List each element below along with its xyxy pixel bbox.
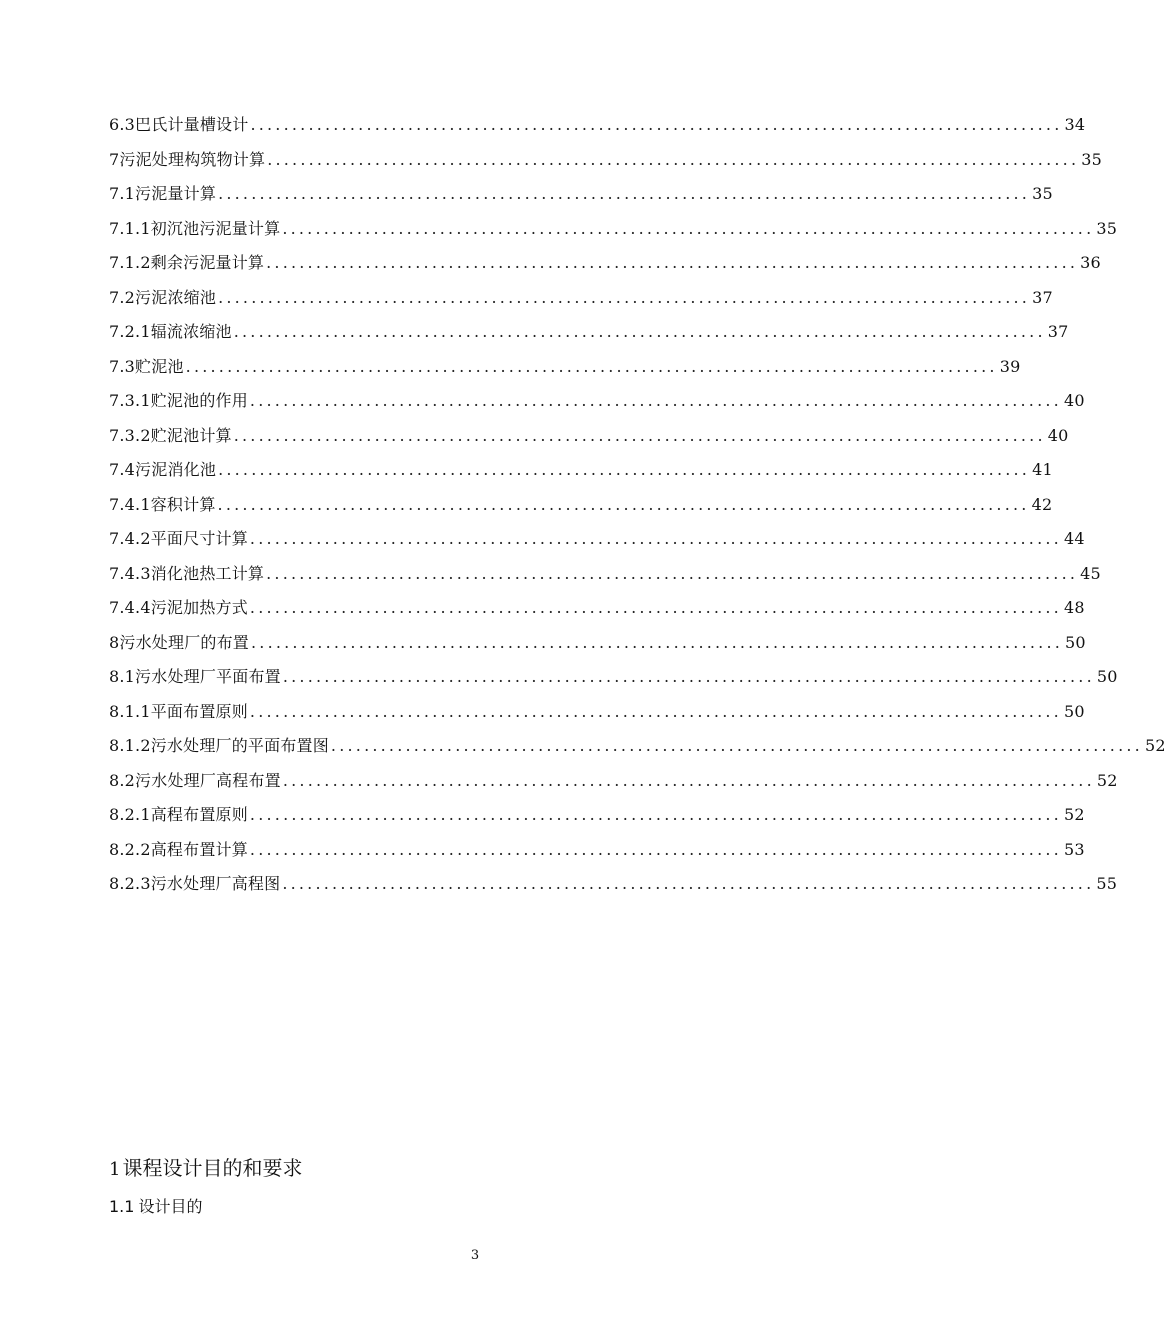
toc-entry[interactable] <box>109 423 1069 458</box>
subsection-title: 设计目的 <box>138 1197 203 1216</box>
toc-leader-dots: .................................................................................................. <box>266 563 1079 583</box>
toc-entry-page: 37 <box>1047 322 1069 341</box>
toc-entry-number: 7.3 <box>109 356 136 376</box>
toc-entry[interactable] <box>109 561 1101 596</box>
section-heading <box>109 1152 302 1181</box>
toc-leader-dots: .................................................................................................. <box>282 667 1095 686</box>
toc-leader-dots: .................................................................................................. <box>249 701 1062 721</box>
toc-entry-page: 40 <box>1047 425 1069 445</box>
toc-entry-title: 消化池热工计算 <box>150 563 265 583</box>
toc-entry-page: 44 <box>1063 529 1085 548</box>
toc-leader-dots: .................................................................................................. <box>282 874 1095 893</box>
toc-entry-number: 7.1.2 <box>109 253 151 272</box>
toc-entry-title: 污泥量计算 <box>135 184 217 203</box>
toc-leader-dots: .................................................................................................. <box>282 770 1095 790</box>
toc-entry-number: 8.1.2 <box>109 736 151 755</box>
toc-entry-title: 贮泥池 <box>135 356 184 376</box>
toc-entry-page: 35 <box>1081 149 1102 169</box>
toc-leader-dots: .................................................................................................. <box>249 529 1062 548</box>
toc-entry-title: 贮泥池计算 <box>150 425 232 445</box>
toc-entry-title: 污水处理厂的布置 <box>119 632 249 652</box>
toc-leader-dots: .................................................................................................. <box>250 115 1063 134</box>
toc-leader-dots: .................................................................................................. <box>249 805 1062 824</box>
toc-entry-title: 高程布置计算 <box>150 839 248 859</box>
toc-entry-title: 巴氏计量槽设计 <box>135 115 249 134</box>
table-of-contents <box>109 112 1166 906</box>
toc-entry-title: 污水处理厂高程图 <box>150 874 281 893</box>
section-title: 课程设计目的和要求 <box>122 1156 303 1180</box>
toc-entry-title: 平面布置原则 <box>150 701 248 721</box>
toc-entry[interactable] <box>109 630 1086 665</box>
toc-entry[interactable] <box>109 664 1118 699</box>
toc-entry-title: 剩余污泥量计算 <box>150 253 265 272</box>
toc-entry-page: 41 <box>1032 460 1053 479</box>
page-number: 3 <box>470 1248 480 1263</box>
toc-entry-number: 7.4.2 <box>109 529 151 548</box>
toc-entry[interactable] <box>109 733 1166 768</box>
toc-entry[interactable] <box>109 250 1101 285</box>
subsection-heading <box>109 1194 202 1217</box>
toc-entry-number: 8.2 <box>109 770 136 790</box>
toc-leader-dots: .................................................................................................. <box>217 494 1030 514</box>
toc-leader-dots: .................................................................................................. <box>282 218 1095 238</box>
toc-leader-dots: .................................................................................................. <box>249 839 1062 859</box>
toc-entry-number: 8.2.3 <box>109 874 151 893</box>
toc-entry[interactable] <box>109 595 1085 630</box>
toc-leader-dots: .................................................................................................. <box>218 460 1031 479</box>
toc-entry-title: 污水处理厂平面布置 <box>135 667 281 686</box>
toc-leader-dots: .................................................................................................. <box>251 632 1064 652</box>
toc-entry-number: 8 <box>109 632 120 652</box>
toc-entry-title: 污泥浓缩池 <box>135 287 217 307</box>
toc-entry-number: 7.3.2 <box>109 425 151 445</box>
toc-entry[interactable] <box>109 319 1069 354</box>
toc-entry-number: 7.4.4 <box>109 598 151 617</box>
toc-entry-title: 容积计算 <box>150 494 216 514</box>
toc-entry-page: 53 <box>1063 839 1085 859</box>
toc-entry-page: 50 <box>1063 701 1085 721</box>
toc-entry[interactable] <box>109 871 1118 906</box>
toc-entry-title: 污泥消化池 <box>135 460 217 479</box>
toc-entry-title: 高程布置原则 <box>150 805 248 824</box>
toc-entry-number: 7.1.1 <box>109 218 151 238</box>
toc-entry-number: 6.3 <box>109 115 136 134</box>
toc-entry-page: 50 <box>1065 632 1086 652</box>
toc-leader-dots: .................................................................................................. <box>218 287 1031 307</box>
toc-entry-page: 52 <box>1063 805 1085 824</box>
toc-leader-dots: .................................................................................................. <box>267 149 1080 169</box>
toc-entry-page: 42 <box>1031 494 1053 514</box>
toc-entry-number: 7.3.1 <box>109 391 151 410</box>
toc-leader-dots: .................................................................................................. <box>330 736 1143 755</box>
toc-entry-title: 污泥加热方式 <box>150 598 248 617</box>
toc-entry-title: 污水处理厂的平面布置图 <box>150 736 329 755</box>
toc-entry[interactable] <box>109 112 1086 147</box>
toc-entry-number: 7.1 <box>109 184 136 203</box>
toc-entry[interactable] <box>109 354 1021 389</box>
toc-entry-number: 7 <box>109 149 120 169</box>
toc-entry-number: 8.1 <box>109 667 136 686</box>
toc-leader-dots: .................................................................................................. <box>249 391 1062 410</box>
toc-entry-title: 污水处理厂高程布置 <box>135 770 281 790</box>
toc-entry-title: 贮泥池的作用 <box>150 391 248 410</box>
toc-entry-page: 50 <box>1096 667 1118 686</box>
toc-entry-number: 7.4.3 <box>109 563 151 583</box>
toc-entry-page: 52 <box>1096 770 1118 790</box>
toc-leader-dots: .................................................................................................. <box>185 356 998 376</box>
toc-entry-number: 8.2.1 <box>109 805 151 824</box>
toc-leader-dots: .................................................................................................. <box>249 598 1062 617</box>
toc-entry-page: 48 <box>1063 598 1085 617</box>
toc-entry-page: 52 <box>1144 736 1166 755</box>
toc-entry[interactable] <box>109 837 1085 872</box>
section-number: 1 <box>109 1159 121 1180</box>
toc-entry[interactable] <box>109 492 1053 527</box>
toc-entry-page: 39 <box>999 356 1021 376</box>
toc-entry-number: 8.2.2 <box>109 839 151 859</box>
toc-leader-dots: .................................................................................................. <box>218 184 1031 203</box>
toc-entry-page: 35 <box>1032 184 1053 203</box>
toc-entry-number: 7.2.1 <box>109 322 151 341</box>
toc-entry-page: 55 <box>1096 874 1118 893</box>
toc-leader-dots: .................................................................................................. <box>233 322 1046 341</box>
toc-entry[interactable] <box>109 285 1053 320</box>
toc-entry-title: 辐流浓缩池 <box>150 322 232 341</box>
toc-entry[interactable] <box>109 768 1118 803</box>
toc-entry-title: 平面尺寸计算 <box>150 529 248 548</box>
toc-entry-number: 8.1.1 <box>109 701 151 721</box>
toc-entry-title: 污泥处理构筑物计算 <box>119 149 266 169</box>
toc-entry-page: 36 <box>1080 253 1101 272</box>
toc-entry-page: 34 <box>1064 115 1086 134</box>
toc-entry-number: 7.4.1 <box>109 494 151 514</box>
toc-entry[interactable] <box>109 526 1085 561</box>
toc-entry-page: 37 <box>1032 287 1053 307</box>
toc-entry-number: 7.2 <box>109 287 136 307</box>
toc-entry-page: 35 <box>1096 218 1118 238</box>
toc-entry-number: 7.4 <box>109 460 136 479</box>
toc-entry[interactable] <box>109 147 1102 182</box>
toc-entry[interactable] <box>109 699 1085 734</box>
toc-entry[interactable] <box>109 388 1085 423</box>
toc-entry[interactable] <box>109 802 1085 837</box>
toc-entry[interactable] <box>109 216 1118 251</box>
toc-entry[interactable] <box>109 181 1053 216</box>
toc-entry-page: 40 <box>1063 391 1085 410</box>
toc-entry-title: 初沉池污泥量计算 <box>150 218 281 238</box>
toc-entry[interactable] <box>109 457 1053 492</box>
toc-leader-dots: .................................................................................................. <box>233 425 1046 445</box>
toc-entry-page: 45 <box>1080 563 1101 583</box>
toc-leader-dots: .................................................................................................. <box>266 253 1079 272</box>
subsection-number: 1.1 <box>109 1197 135 1216</box>
